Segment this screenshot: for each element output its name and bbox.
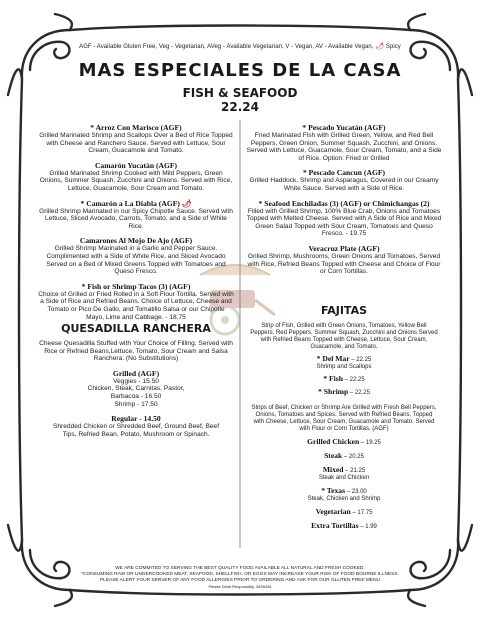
fish-seafood-year: 22.24 <box>221 100 259 114</box>
item-description: Fried Marinated Fish with Grilled Green, Yellow, and Red Bell Peppers, Green Onion, Summer Squash, Zucchini, and Onions. Served with Lettuce, Guacamole, Sour Cream, Tomato, and a Side of Rice. Option: Fried or Grilled <box>246 132 442 162</box>
menu-item <box>38 282 234 321</box>
fish-seafood-heading <box>0 86 480 114</box>
fajitas-intro: Strip of Fish, Grilled with Green Onions, Tomatoes, Yellow Bell Peppers, Red Peppers, Summer Squash, Zucchini and Onions Served with Refried Beans Topped with Cheese, Lettuce, Sour Cream, Guacamole, and Tomato. <box>250 323 438 350</box>
chili-pepper-icon: 🌶 <box>181 198 192 208</box>
item-name: Camarones Al Mojo De Ajo (AGF) <box>79 236 193 246</box>
fajita-price: – 23.00 <box>345 489 367 495</box>
item-name <box>38 199 234 208</box>
fajita-item <box>250 374 438 384</box>
item-name-text: * Camarón a La Diabla (AGF) <box>80 198 180 208</box>
fajita-item <box>250 521 438 531</box>
fajita-item <box>250 354 438 371</box>
fajita-price: – 17.75 <box>350 510 373 516</box>
menu-footer <box>20 566 460 590</box>
menu-item <box>246 199 442 238</box>
footer-line: WE ARE COMMITED TO SERVING THE BEST QUALITY FOOD AVAILABLE ALL NATURAL AND FRESH COOKED. <box>115 566 365 571</box>
item-description: Filled with Grilled Shrimp, 100% Blue Crab, Onions and Tomatoes Topped with Melted Cheese. Served with A Side of Rice and Mixed Green Salad Topped with Sour Cream, Tomatoes and Queso Fresco. - 19.75 <box>246 207 442 238</box>
fajita-sub: Steak, Chicken and Shrimp <box>307 496 381 502</box>
fajita-item <box>250 387 438 397</box>
legend-text: AGF - Available Gluten Free, Veg - Vegetarian, AVeg - Available Vegetarian, V - Vegan, AV - Available Vegan, <box>79 44 374 50</box>
quesadilla-grilled-line: Veggies - 15.50 <box>113 377 159 385</box>
menu-item <box>38 236 234 275</box>
quesadilla-column <box>38 340 234 438</box>
fajita-name: Steak <box>324 451 343 460</box>
item-description: Grilled Marinated Shrimp and Scallops Over a Bed of Rice Topped with Cheese and Ranchero Sauce. Served with Lettuce, Sour Cream, Guacamole and Tomato. <box>39 132 233 155</box>
item-description: Grilled Marinated Shrimp Cooked with Mild Peppers, Green Onions, Summer Squash, Zucchini and Onions. Served with Rice, Lettuce, Guacamole, Sour Cream and Tomato. <box>39 169 233 192</box>
item-description: Grilled Haddock, Shrimp and Asparagus, Covered in our Creamy White Sauce. Served with a Side of Rice. <box>249 177 439 192</box>
quesadilla-grilled-line: Shrimp - 17.50 <box>114 400 158 408</box>
fajita-name: * Texas <box>321 486 346 495</box>
fajita-sub: Shrimp and Scallops <box>316 364 372 370</box>
item-name: * Seafood Enchiladas (3) (AGF) or Chimichangas (2) <box>258 198 430 208</box>
fajita-price: – 22.25 <box>349 357 372 363</box>
fajitas-heading: FAJITAS <box>320 304 368 317</box>
fajita-name: Extra Tortillas <box>311 521 359 530</box>
legend-spicy-label: Spicy <box>385 44 401 50</box>
fish-left-column <box>38 123 234 327</box>
item-name: * Arroz Con Marisco (AGF) <box>90 123 182 132</box>
fajita-name: * Del Mar <box>316 354 350 363</box>
fajita-item <box>250 451 438 461</box>
fish-seafood-title: FISH & SEAFOOD <box>182 86 298 100</box>
fajitas-intro-meats: Strips of Beef, Chicken or Shrimp Are Grilled with Fresh Bell Peppers, Onions, Tomatoes and Spices. Served with Refried Beans, Topped with Cheese, Lettuce, Sour Cream, Guacamole and Tomato. Served with Flour or Corn Tortillas. (AGF) <box>251 405 437 432</box>
fajita-name: Grilled Chicken <box>307 437 360 446</box>
footer-line: PLEASE ALERT YOUR SERVER OF ANY FOOD ALLERGIES PRIOR TO ORDERING AND ASK FOR OUR GLUTEN FREE MENU <box>99 578 381 583</box>
fajita-price: – 21.25 <box>343 468 366 474</box>
fajita-price: – 20.25 <box>342 454 364 460</box>
item-description: Grilled Shrimp Marinated in a Garlic and Pepper Sauce. Complimented with a Side of White Rice, and Sliced Avocado Served on a Bed of Mixed Greens Topped with Tomatoes and Queso Fresco. <box>46 245 226 276</box>
quesadilla-heading: QUESADILLA RANCHERA <box>61 322 211 335</box>
quesadilla-grilled-line: Chicken, Steak, Carnitas, Pastor, <box>87 385 185 393</box>
quesadilla-regular-name: Regular - 14.50 <box>111 414 161 424</box>
fajita-name: Vegetarian <box>315 507 351 516</box>
menu-item <box>38 161 234 193</box>
menu-item <box>246 123 442 162</box>
menu-item <box>246 244 442 276</box>
item-description: Grilled Shrimp, Mushrooms, Green Onions and Tomatoes, Served with Rice, Refried Beans Topped with Cheese and Choice of Flour or Corn Tortillas. <box>247 252 441 276</box>
item-name: Veracruz Plate (AGF) <box>308 243 380 253</box>
quesadilla-grilled-line: Barbacoa - 16.50 <box>110 392 162 400</box>
fajita-item <box>250 465 438 482</box>
footer-line: *CONSUMING RAW OR UNDERCOOKED MEAT, SEAFOOD, SHELLFISH, OR EGGS MAY INCREASE YOUR RISK OF FOOD BOURNE ILLNESS. <box>81 572 399 577</box>
fajita-item <box>250 486 438 503</box>
item-description: Choice of Grilled or Fried Rolled in a Soft Flour Tortilla. Served with a Side of Rice and Refried Beans. Choice of Lettuce, Cheese and Tomato or Pico De Gallo, and Tomatillo Salsa or our Chipotle Mayo, Lime and Cabbage. - 18.75 <box>38 290 234 321</box>
quesadilla-regular-desc: Shredded Chicken or Shredded Beef, Ground Beef, Beef Tips, Refried Bean, Potato, Mushroom or Spinach. <box>52 423 220 438</box>
quesadilla-intro: Cheese Quesadilla Stuffed with Your Choice of Filling. Served with Rice or Refried Beans,Lettuce, Tomato, Sour Cream and Salsa Ranchera. (No Substitutions) <box>39 340 233 363</box>
fajita-price: – 22.25 <box>348 390 370 396</box>
item-description: Grilled Shrimp Marinated in our Spicy Chipotle Sauce. Served with Lettuce, Sliced Avocado, Carrots, Tomato, and a Side of White Rice. <box>39 207 233 230</box>
menu-item <box>38 123 234 155</box>
fajita-item <box>250 507 438 517</box>
fajita-price: – 1.99 <box>358 524 377 530</box>
menu-item <box>38 199 234 231</box>
dietary-legend <box>0 42 480 50</box>
page-title: MAS ESPECIALES DE LA CASA <box>78 60 402 81</box>
fajita-name: * Fish <box>323 374 343 383</box>
item-name: * Pescado Cancun (AGF) <box>302 168 386 178</box>
fajita-price: – 19.25 <box>359 440 381 446</box>
footer-small-print: Please Drink Responsibly. 3495494 <box>208 584 272 589</box>
fajita-name: * Shrimp <box>318 387 349 396</box>
fajitas-column <box>250 323 438 531</box>
fajita-price: – 22.25 <box>342 377 365 383</box>
quesadilla-grilled-name: Grilled (AGF) <box>112 368 160 378</box>
fajita-name: Mixed <box>322 465 344 474</box>
item-name: * Pescado Yucatán (AGF) <box>302 123 386 132</box>
chili-pepper-icon: 🌶 <box>375 43 385 50</box>
fish-right-column <box>246 123 442 282</box>
item-name: Camarón Yucatán (AGF) <box>94 160 178 170</box>
fajita-item <box>250 437 438 447</box>
item-name: * Fish or Shrimp Tacos (3) (AGF) <box>81 281 191 291</box>
fajita-sub: Steak and Chicken <box>318 475 370 481</box>
menu-item <box>246 168 442 192</box>
